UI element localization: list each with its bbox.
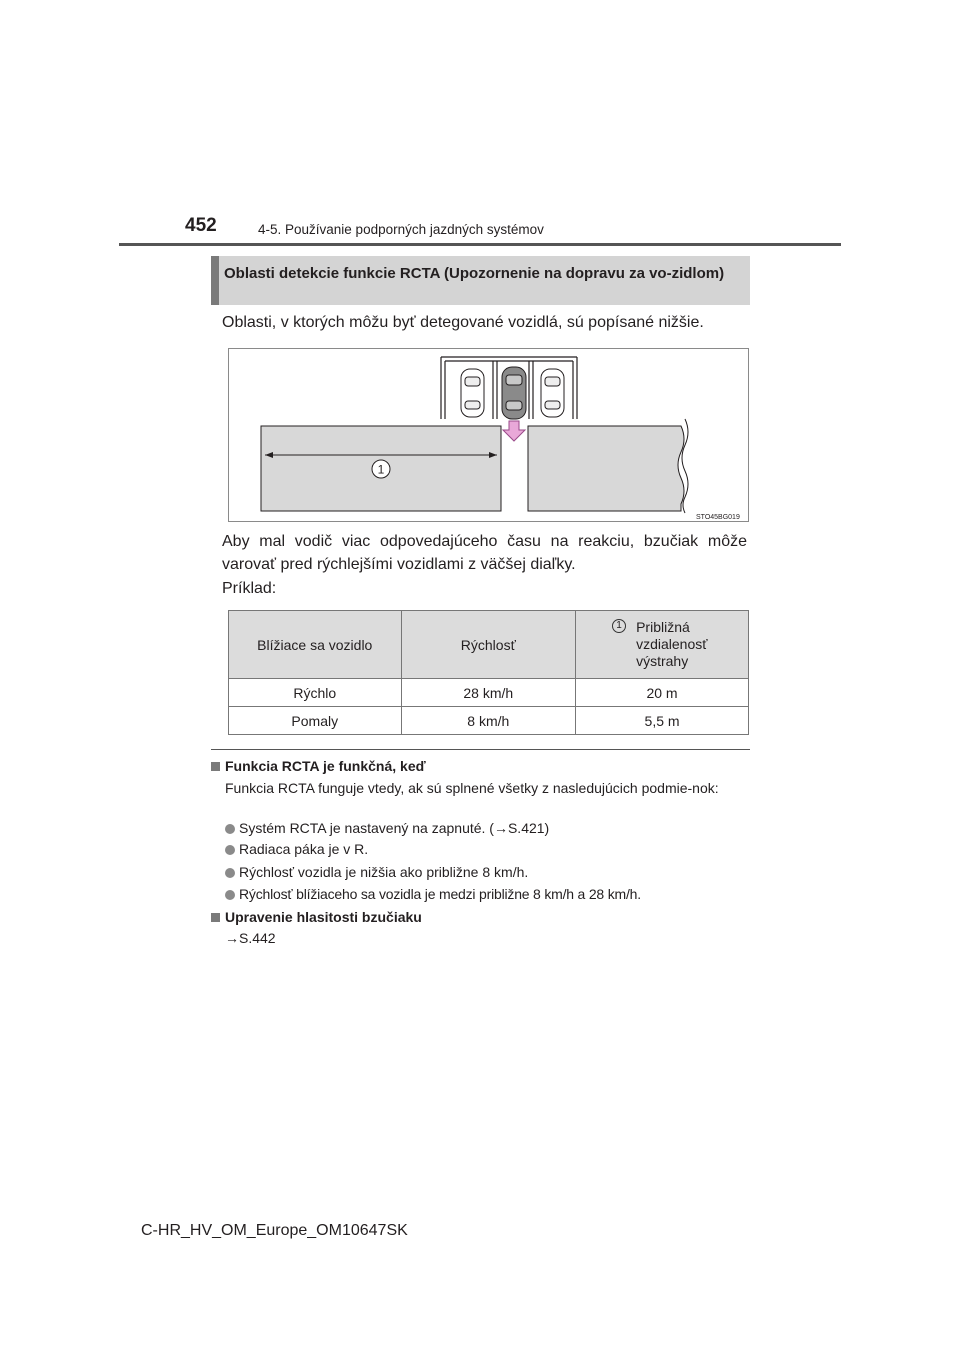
- list-item: Rýchlosť vozidla je nižšia ako približne 8 km/h.: [225, 864, 528, 880]
- reverse-arrow-icon: [503, 421, 525, 441]
- callout-number: 1: [377, 462, 385, 477]
- table-cell: 5,5 m: [576, 707, 749, 735]
- header-rule: [119, 243, 841, 246]
- detection-area-illustration: [229, 349, 748, 521]
- bullet-dot-icon: [225, 845, 235, 855]
- section-title-bar: [211, 256, 219, 305]
- list-item: Systém RCTA je nastavený na zapnuté. (→S.421): [225, 820, 549, 836]
- square-bullet-icon: [211, 762, 220, 771]
- parked-car-left: [461, 369, 484, 417]
- bullet-dot-icon: [225, 890, 235, 900]
- subheading-buzzer-volume: [211, 909, 422, 925]
- subheading-text: Upravenie hlasitosti bzučiaku: [225, 909, 422, 925]
- section-title: Oblasti detekcie funkcie RCTA (Upozornenie na dopravu za vo-zidlom): [224, 265, 725, 282]
- chapter-title: 4-5. Používanie podporných jazdných systémov: [258, 222, 544, 237]
- section-intro: Oblasti, v ktorých môžu byť detegované vozidlá, sú popísané nižšie.: [222, 314, 704, 331]
- table-cell: 28 km/h: [401, 679, 576, 707]
- table-row: [229, 707, 749, 735]
- table-cell: 8 km/h: [401, 707, 576, 735]
- parked-car-right: [541, 369, 564, 417]
- subheading-text: Funkcia RCTA je funkčná, keď: [225, 758, 426, 774]
- bullet-dot-icon: [225, 868, 235, 878]
- own-car: [502, 367, 526, 419]
- document-code: C-HR_HV_OM_Europe_OM10647SK: [141, 1222, 408, 1239]
- buzzer-paragraph: Aby mal vodič viac odpovedajúceho času na reakciu, bzučiak môže varovať pred rýchlejšími vozidlami z väčšej diaľky.: [222, 533, 747, 573]
- diagram-code: STO45BG019: [696, 514, 740, 521]
- table-cell: Rýchlo: [229, 679, 402, 707]
- list-item: Radiaca páka je v R.: [225, 841, 368, 857]
- rcta-conditions-text: Funkcia RCTA funguje vtedy, ak sú splnené všetky z nasledujúcich podmie-nok:: [225, 780, 719, 796]
- table-header-cell: [576, 611, 749, 679]
- table-header-cell: Blížiace sa vozidlo: [229, 611, 402, 679]
- detection-area-right: [528, 426, 684, 511]
- bullet-dot-icon: [225, 824, 235, 834]
- table-cell: Pomaly: [229, 707, 402, 735]
- example-table: [228, 610, 749, 735]
- page-number: 452: [185, 215, 217, 236]
- table-header-cell: Rýchlosť: [401, 611, 576, 679]
- table-header-row: [229, 611, 749, 679]
- table-row: [229, 679, 749, 707]
- list-item: Rýchlosť blížiaceho sa vozidla je medzi približne 8 km/h a 28 km/h.: [225, 886, 641, 902]
- example-label: Príklad:: [222, 580, 277, 597]
- page-reference-link[interactable]: →S.442: [225, 930, 276, 946]
- header-distance-label: Približná vzdialenosť výstrahy: [636, 619, 708, 669]
- subheading-rcta-operation: [211, 758, 426, 774]
- callout-number: 1: [612, 619, 626, 633]
- section-divider: [211, 749, 750, 750]
- square-bullet-icon: [211, 913, 220, 922]
- detection-area-diagram: [228, 348, 749, 522]
- table-cell: 20 m: [576, 679, 749, 707]
